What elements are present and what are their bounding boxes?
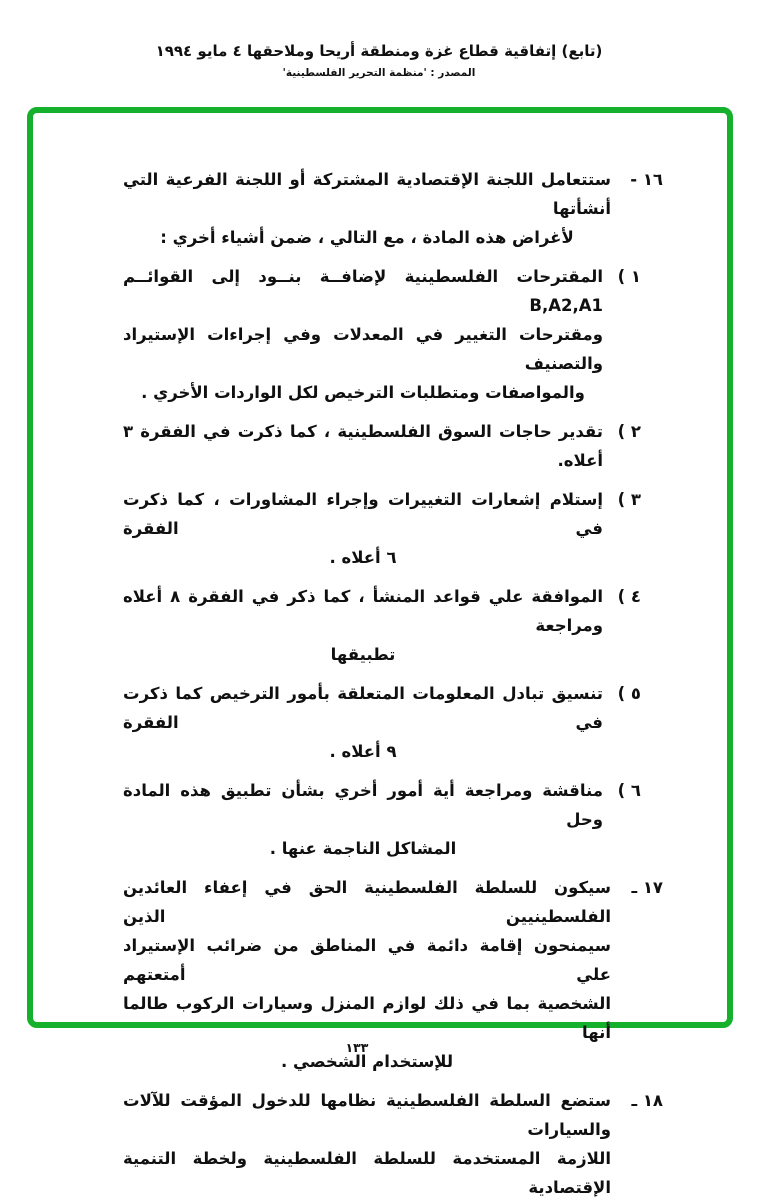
text-line: والمواصفات ومتطلبات الترخيص لكل الواردات الأخري . xyxy=(141,383,585,402)
paragraph-number: ٣ ) xyxy=(617,490,641,509)
paragraph-text xyxy=(123,262,603,407)
paragraph-number: ٤ ) xyxy=(617,587,641,606)
document-body xyxy=(33,113,727,1202)
text-line: المشاكل الناجمة عنها . xyxy=(269,839,457,858)
text-line: تطبيقها xyxy=(330,645,396,664)
list-item xyxy=(123,582,641,669)
paragraph-number: ١٦ - xyxy=(630,170,663,189)
paragraph-text xyxy=(123,485,603,572)
text-line: ستضع السلطة الفلسطينية نظامها للدخول المؤقت للآلات والسيارات xyxy=(123,1091,611,1139)
text-line: المقترحات الفلسطينية لإضافــة بنــود إلى القوائــم B,A2,A1 xyxy=(123,267,603,315)
page-footer xyxy=(0,1040,758,1055)
paragraph xyxy=(123,1086,663,1202)
document-title: (تابع) إتفاقية قطاع غزة ومنطقة أريحا وملاحقها ٤ مايو ١٩٩٤ xyxy=(155,42,603,60)
text-line: ٦ أعلاه . xyxy=(329,548,397,567)
text-line: لأغراض هذه المادة ، مع التالي ، ضمن أشياء أخري : xyxy=(160,228,574,247)
text-line: الموافقة علي قواعد المنشأ ، كما ذكر في الفقرة ٨ أعلاه ومراجعة xyxy=(123,587,603,635)
paragraph-number: ٦ ) xyxy=(617,781,641,800)
list-item xyxy=(123,485,641,572)
text-line: سيكون للسلطة الفلسطينية الحق في إعفاء العائدين الفلسطينيين الذين xyxy=(123,878,611,926)
text-line: سيمنحون إقامة دائمة في المناطق من ضرائب الإستيراد علي أمتعتهم xyxy=(123,936,611,984)
paragraph-number: ٥ ) xyxy=(617,684,641,703)
paragraph-text xyxy=(123,776,603,863)
paragraph-number: ١٨ ـ xyxy=(631,1091,663,1110)
paragraph-text xyxy=(123,165,611,252)
page-header xyxy=(0,0,758,79)
paragraph-number: ١ ) xyxy=(617,267,641,286)
text-line: إستلام إشعارات التغييرات وإجراء المشاورات ، كما ذكرت في الفقرة xyxy=(123,490,603,538)
text-line: مناقشة ومراجعة أية أمور أخري بشأن تطبيق هذه المادة وحل xyxy=(123,781,603,829)
list-item xyxy=(123,776,641,863)
list-item xyxy=(123,262,641,407)
paragraph xyxy=(123,165,663,252)
text-line: ومقترحات التغيير في المعدلات وفي إجراءات الإستيراد والتصنيف xyxy=(123,325,603,373)
list-item xyxy=(123,417,641,475)
text-line: تقدير حاجات السوق الفلسطينية ، كما ذكرت في الفقرة ٣ أعلاه. xyxy=(123,422,603,470)
list-item xyxy=(123,679,641,766)
paragraph-text xyxy=(123,1086,611,1202)
paragraph-text xyxy=(123,582,603,669)
text-line: اللازمة المستخدمة للسلطة الفلسطينية ولخطة التنمية الإقتصادية xyxy=(123,1149,611,1197)
text-line: ٩ أعلاه . xyxy=(329,742,397,761)
text-line: تنسيق تبادل المعلومات المتعلقة بأمور الترخيص كما ذكرت في الفقرة xyxy=(123,684,603,732)
paragraph-number: ٢ ) xyxy=(617,422,641,441)
text-line: الشخصية بما في ذلك لوازم المنزل وسيارات الركوب طالما أنها xyxy=(123,994,611,1042)
page-number: ١٣٣ xyxy=(345,1040,369,1055)
text-line: للإستخدام الشخصي . xyxy=(280,1052,454,1071)
paragraph-text xyxy=(123,417,603,475)
text-line: ستتعامل اللجنة الإقتصادية المشتركة أو اللجنة الفرعية التي أنشأتها xyxy=(123,170,611,218)
paragraph-number: ١٧ ـ xyxy=(631,878,663,897)
paragraph-text xyxy=(123,679,603,766)
document-source: المصدر : 'منظمة التحرير الفلسطينية' xyxy=(282,67,476,79)
